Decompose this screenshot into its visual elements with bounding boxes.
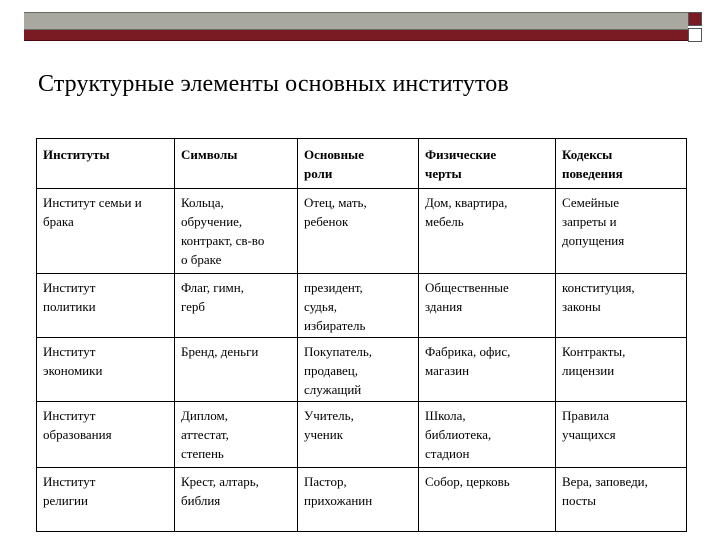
table-cell: Кольца, обручение, контракт, св-во о браке	[175, 189, 298, 274]
table-cell: Вера, заповеди, посты	[556, 468, 687, 532]
header-codes-of-conduct: Кодексы поведения	[556, 139, 687, 189]
table-cell: Дом, квартира, мебель	[419, 189, 556, 274]
slide-header-bar	[24, 12, 688, 30]
table-cell: Институт образования	[37, 402, 175, 468]
table-row	[37, 189, 687, 274]
table-cell: конституция, законы	[556, 274, 687, 338]
table-cell: Институт религии	[37, 468, 175, 532]
page-title: Структурные элементы основных институтов	[38, 71, 509, 97]
table-cell: Правила учащихся	[556, 402, 687, 468]
header-institutes: Институты	[37, 139, 175, 189]
table-row	[37, 338, 687, 402]
header-symbols: Символы	[175, 139, 298, 189]
table-cell: Контракты, лицензии	[556, 338, 687, 402]
table-row	[37, 468, 687, 532]
table-cell: Пастор, прихожанин	[298, 468, 419, 532]
corner-square-outline-icon	[688, 28, 702, 42]
institutes-table-container	[36, 138, 686, 532]
table-cell: Покупатель, продавец, служащий	[298, 338, 419, 402]
institutes-table	[36, 138, 687, 532]
table-header-row	[37, 139, 687, 189]
table-cell: Бренд, деньги	[175, 338, 298, 402]
table-row	[37, 402, 687, 468]
slide-accent-bar	[24, 30, 688, 41]
table-cell: Семейные запреты и допущения	[556, 189, 687, 274]
table-cell: Институт семьи и брака	[37, 189, 175, 274]
header-physical-traits: Физические черты	[419, 139, 556, 189]
table-cell: Институт политики	[37, 274, 175, 338]
table-cell: Диплом, аттестат, степень	[175, 402, 298, 468]
table-cell: Собор, церковь	[419, 468, 556, 532]
table-cell: Институт экономики	[37, 338, 175, 402]
table-cell: Флаг, гимн, герб	[175, 274, 298, 338]
table-cell: Фабрика, офис, магазин	[419, 338, 556, 402]
table-cell: Учитель, ученик	[298, 402, 419, 468]
corner-square-filled-icon	[688, 12, 702, 26]
table-cell: Крест, алтарь, библия	[175, 468, 298, 532]
table-cell: Отец, мать, ребенок	[298, 189, 419, 274]
table-cell: Школа, библиотека, стадион	[419, 402, 556, 468]
table-cell: президент, судья, избиратель	[298, 274, 419, 338]
header-main-roles: Основные роли	[298, 139, 419, 189]
table-row	[37, 274, 687, 338]
table-cell: Общественные здания	[419, 274, 556, 338]
slide-corner-decoration	[686, 12, 706, 42]
